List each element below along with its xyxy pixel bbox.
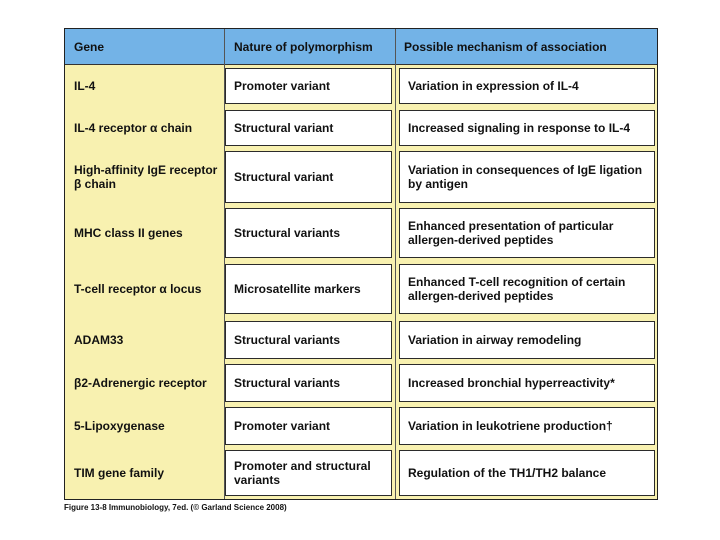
table-cell-mechanism: Variation in airway remodeling [399,321,655,359]
figure-table [64,28,658,500]
table-cell-gene: 5-Lipoxygenase [74,419,165,433]
table-cell-mechanism: Increased bronchial hyperreactivity* [399,364,655,402]
table-cell-nature: Promoter and structural variants [225,450,392,496]
table-cell-nature: Structural variants [225,364,392,402]
table-cell-nature: Structural variants [225,321,392,359]
table-cell-mechanism: Enhanced presentation of particular allergen-derived peptides [399,208,655,258]
header-nature: Nature of polymorphism [234,40,373,54]
table-cell-gene: High-affinity IgE receptor β chain [74,163,218,191]
table-cell-mechanism: Enhanced T-cell recognition of certain allergen-derived peptides [399,264,655,314]
table-cell-gene: MHC class II genes [74,226,183,240]
table-cell-mechanism: Variation in expression of IL-4 [399,68,655,104]
header-mechanism: Possible mechanism of association [404,40,607,54]
table-cell-nature: Structural variant [225,110,392,146]
table-cell-nature: Promoter variant [225,68,392,104]
table-cell-nature: Microsatellite markers [225,264,392,314]
table-cell-nature: Structural variant [225,151,392,203]
table-cell-mechanism: Variation in consequences of IgE ligation by antigen [399,151,655,203]
table-cell-mechanism: Increased signaling in response to IL-4 [399,110,655,146]
table-cell-gene: TIM gene family [74,466,165,480]
table-cell-gene: T-cell receptor α locus [74,282,202,296]
column-divider [395,29,396,499]
table-header [65,29,657,65]
table-cell-mechanism: Variation in leukotriene production† [399,407,655,445]
table-cell-nature: Structural variants [225,208,392,258]
table-cell-mechanism: Regulation of the TH1/TH2 balance [399,450,655,496]
header-gene: Gene [74,40,105,54]
table-cell-gene: ADAM33 [74,333,124,347]
figure-caption: Figure 13-8 Immunobiology, 7ed. (© Garland Science 2008) [64,503,287,512]
table-cell-gene: IL-4 receptor α chain [74,121,193,135]
table-cell-gene: β2-Adrenergic receptor [74,376,207,390]
table-cell-nature: Promoter variant [225,407,392,445]
table-cell-gene: IL-4 [74,79,96,93]
